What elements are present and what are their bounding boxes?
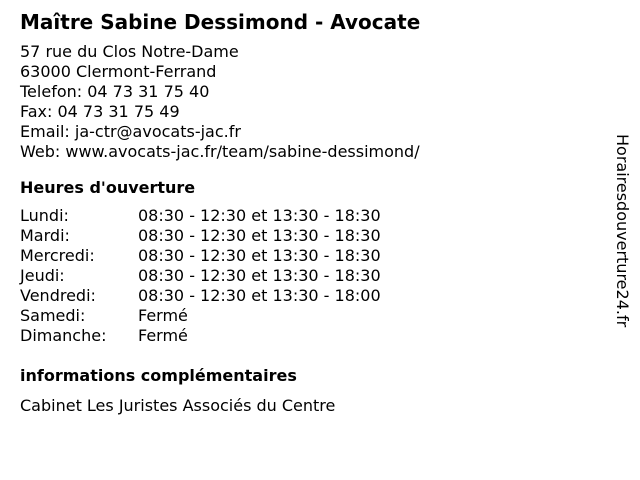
hours-row-monday — [20, 206, 610, 226]
fax-line: Fax: 04 73 31 75 49 — [20, 102, 180, 121]
address-street: 57 rue du Clos Notre-Dame — [20, 42, 239, 61]
page-title: Maître Sabine Dessimond - Avocate — [20, 10, 421, 34]
additional-info-heading: informations complémentaires — [20, 366, 297, 385]
hours-day: Lundi: — [20, 206, 69, 225]
hours-day: Mercredi: — [20, 246, 95, 265]
hours-time: 08:30 - 12:30 et 13:30 - 18:30 — [138, 206, 381, 225]
contact-block — [20, 42, 610, 162]
phone-line: Telefon: 04 73 31 75 40 — [20, 82, 210, 101]
hours-day: Dimanche: — [20, 326, 107, 345]
hours-row-sunday — [20, 326, 610, 346]
hours-time: 08:30 - 12:30 et 13:30 - 18:30 — [138, 246, 381, 265]
opening-hours-heading: Heures d'ouverture — [20, 178, 196, 197]
hours-time: Fermé — [138, 326, 188, 345]
additional-info-text: Cabinet Les Juristes Associés du Centre — [20, 396, 336, 415]
hours-day: Jeudi: — [20, 266, 65, 285]
hours-row-tuesday — [20, 226, 610, 246]
hours-day: Samedi: — [20, 306, 86, 325]
hours-time: 08:30 - 12:30 et 13:30 - 18:30 — [138, 266, 381, 285]
address-city: 63000 Clermont-Ferrand — [20, 62, 217, 81]
site-watermark: Horairesdouverture24.fr — [613, 134, 632, 328]
business-card — [20, 10, 610, 416]
hours-row-saturday — [20, 306, 610, 326]
hours-row-wednesday — [20, 246, 610, 266]
hours-time: 08:30 - 12:30 et 13:30 - 18:00 — [138, 286, 381, 305]
hours-row-thursday — [20, 266, 610, 286]
opening-hours-table — [20, 206, 610, 346]
email-line: Email: ja-ctr@avocats-jac.fr — [20, 122, 241, 141]
hours-row-friday — [20, 286, 610, 306]
hours-day: Mardi: — [20, 226, 70, 245]
hours-day: Vendredi: — [20, 286, 96, 305]
hours-time: 08:30 - 12:30 et 13:30 - 18:30 — [138, 226, 381, 245]
web-line: Web: www.avocats-jac.fr/team/sabine-dessimond/ — [20, 142, 420, 161]
hours-time: Fermé — [138, 306, 188, 325]
